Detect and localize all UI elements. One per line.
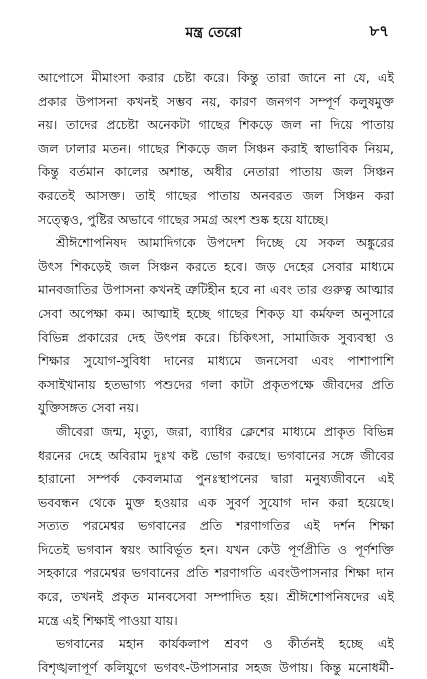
text-line: করতেই আসক্ত। তাই গাছের পাতায় অনবরত জল সিঞ্চন করা (38, 187, 394, 203)
text-line: হারানো সম্পর্ক কেবলমাত্র পুনঃস্থাপনের দ্বারা মনুষ্যজীবনে এই (38, 471, 394, 487)
text-line: সত্যত পরমেশ্বর ভগবানের প্রতি শরণাগতির এই দর্শন শিক্ষা (38, 518, 394, 534)
running-title: মন্ত্র তেরো (185, 25, 242, 41)
paragraph (38, 420, 394, 632)
text-line: মানবজাতির উপাসনা কখনই ত্রুটিহীন হবে না এবং তার গুরুত্ব আত্মার (38, 282, 394, 298)
text-line: কসাইখানায় হতভাগ্য পশুদের গলা কাটা প্রকৃতপক্ষে জীবদের প্রতি (38, 376, 394, 392)
text-line: করে, তখনই প্রকৃত মানবসেবা সম্পাদিত হয়। শ্রীঈশোপনিষদের এই (38, 589, 394, 605)
text-line: বিশৃঙ্খলাপূর্ণ কলিযুগে ভগবৎ-উপাসনার সহজ উপায়। কিন্তু মনোধর্মী- (38, 659, 394, 675)
text-line: জল ঢালার মতন। গাছের শিকড়ে জল সিঞ্চন করাই স্বাভাবিক নিয়ম, (38, 140, 394, 156)
text-line: ভগবানের মহান কার্যকলাপ শ্রবণ ও কীর্তনই হচ্ছে এই (56, 636, 394, 652)
text-line: শ্রীঈশোপনিষদ আমাদিগকে উপদেশ দিচ্ছে যে সকল অঙ্কুরের (56, 235, 394, 251)
text-line: কিন্তু বর্তমান কালের অশান্ত, অধীর নেতারা পাতায় জল সিঞ্চন (38, 164, 394, 180)
text-line: নয়। তাদের প্রচেষ্টা অনেকটা গাছের শিকড়ে জল না দিয়ে পাতায় (38, 117, 394, 133)
paragraph (38, 632, 394, 679)
page-number: ৮৭ (369, 22, 389, 40)
page-header (0, 18, 427, 42)
text-line: সহকারে পরমেশ্বর ভগবানের প্রতি শরণাগতি এবংউপাসনার শিক্ষা দান (38, 565, 394, 581)
text-line: ধরনের দেহে অবিরাম দুঃখ কষ্ট ভোগ করছে। ভগবানের সঙ্গে জীবের (38, 447, 394, 463)
body-text (38, 66, 394, 679)
text-line: শিক্ষার সুযোগ-সুবিধা দানের মাধ্যমে জনসেবা এবং পাশাপাশি (38, 353, 394, 369)
text-line: দিতেই ভগবান স্বয়ং আবির্ভূত হন। যখন কেউ পূর্ণপ্রীতি ও পূর্ণশক্তি (38, 541, 394, 557)
text-line: বিভিন্ন প্রকারের দেহ উৎপন্ন করে। চিকিৎসা, সামাজিক সুব্যবস্থা ও (38, 329, 394, 345)
text-line: উৎস শিকড়েই জল সিঞ্চন করতে হবে। জড় দেহের সেবার মাধ্যমে (38, 258, 394, 274)
paragraph (38, 231, 394, 420)
paragraph (38, 66, 394, 231)
text-line: জীবেরা জন্ম, মৃত্যু, জরা, ব্যাধির ক্লেশের মাধ্যমে প্রাকৃত বিভিন্ন (56, 423, 394, 439)
text-line: সত্ত্বেও, পুষ্টির অভাবে গাছের সমগ্র অংশ শুষ্ক হয়ে যাচ্ছে। (38, 211, 329, 227)
text-line: যুক্তিসঙ্গত সেবা নয়। (38, 400, 139, 416)
text-line: সেবা অপেক্ষা কম। আত্মাই হচ্ছে গাছের শিকড় যা কর্মফল অনুসারে (38, 305, 394, 321)
text-line: আপোসে মীমাংসা করার চেষ্টা করে। কিন্তু তারা জানে না যে, এই (38, 70, 394, 85)
text-line: ভববন্ধন থেকে মুক্ত হওয়ার এক সুবর্ণ সুযোগ দান করা হয়েছে। (38, 494, 394, 510)
text-line: প্রকার উপাসনা কখনই সম্ভব নয়, কারণ জনগণ সম্পূর্ণ কলুষমুক্ত (38, 93, 394, 109)
text-line: মন্ত্রে এই শিক্ষাই পাওয়া যায়। (38, 612, 178, 628)
